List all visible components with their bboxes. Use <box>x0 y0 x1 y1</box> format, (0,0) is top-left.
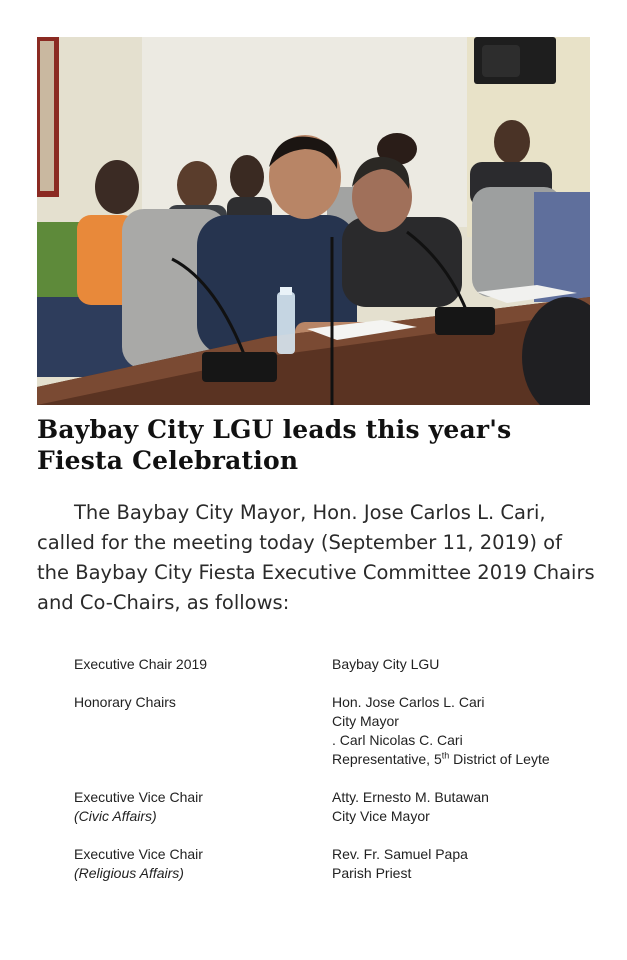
member-line: City Mayor <box>332 713 399 729</box>
rep-text-before: Representative, 5 <box>332 751 442 767</box>
committee-list <box>74 655 574 883</box>
member-line-representative <box>332 750 550 769</box>
role-label: Honorary Chairs <box>74 694 176 710</box>
member-line: Baybay City LGU <box>332 656 440 672</box>
committee-row-vice-chair-religious <box>74 845 574 883</box>
committee-row-vice-chair-civic <box>74 788 574 826</box>
body-paragraph: The Baybay City Mayor, Hon. Jose Carlos L. Cari, called for the meeting today (September 11, 2019) of the Baybay City Fiesta Executive Committee 2019 Chairs and Co-Chairs, as follows: <box>37 501 595 614</box>
meeting-photo <box>37 37 590 405</box>
member-line: Atty. Ernesto M. Butawan <box>332 789 489 805</box>
headline: Baybay City LGU leads this year's Fiesta Celebration <box>37 415 512 475</box>
role-label: Executive Vice Chair <box>74 789 203 805</box>
member-line: Rev. Fr. Samuel Papa <box>332 846 468 862</box>
member-line: . Carl Nicolas C. Cari <box>332 732 463 748</box>
role-label: Executive Vice Chair <box>74 846 203 862</box>
role-label: Executive Chair 2019 <box>74 656 208 672</box>
member-line: City Vice Mayor <box>332 808 430 824</box>
rep-text-after: District of Leyte <box>449 751 550 767</box>
rep-ordinal-suffix: th <box>441 750 450 761</box>
role-sublabel: (Civic Affairs) <box>74 808 157 824</box>
committee-row-executive-chair <box>74 655 574 674</box>
committee-row-honorary-chairs <box>74 693 574 769</box>
role-sublabel: (Religious Affairs) <box>74 865 184 881</box>
member-line: Hon. Jose Carlos L. Cari <box>332 694 485 710</box>
member-line: Parish Priest <box>332 865 412 881</box>
